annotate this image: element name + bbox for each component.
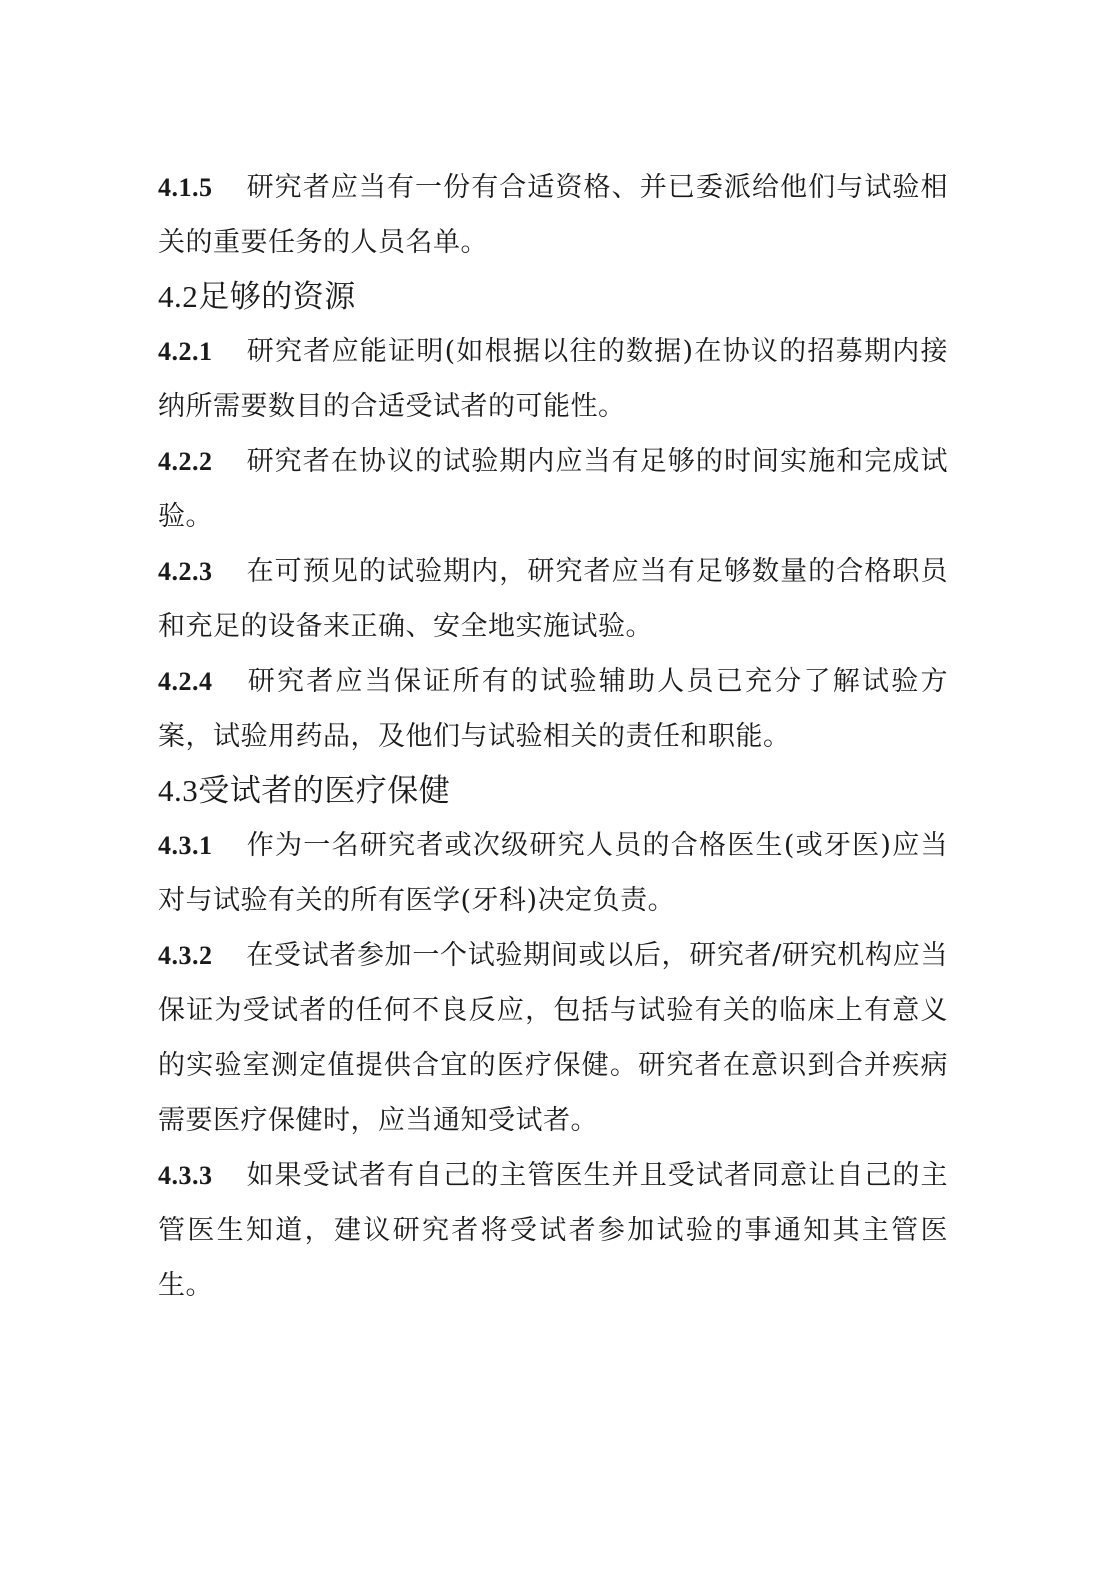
clause-text: 研究者应当有一份有合适资格、并已委派给他们与试验相关的重要任务的人员名单。 (158, 172, 948, 258)
clause-text: 在可预见的试验期内，研究者应当有足够数量的合格职员和充足的设备来正确、安全地实施试验。 (158, 556, 948, 642)
section-title: 足够的资源 (198, 279, 356, 315)
clause-4-1-5 (158, 160, 948, 270)
clause-number: 4.2.1 (158, 337, 213, 366)
clause-number: 4.1.5 (158, 173, 213, 202)
clause-text: 在受试者参加一个试验期间或以后，研究者/研究机构应当保证为受试者的任何不良反应，包括与试验有关的临床上有意义的实验室测定值提供合宜的医疗保健。研究者在意识到合并疾病需要医疗保健时，应当通知受试者。 (158, 940, 948, 1136)
clause-4-2-3 (158, 544, 948, 654)
clause-text: 研究者应当保证所有的试验辅助人员已充分了解试验方案，试验用药品，及他们与试验相关的责任和职能。 (158, 666, 948, 752)
section-number: 4.3 (158, 773, 199, 808)
clause-4-2-2 (158, 434, 948, 544)
clause-4-2-4 (158, 654, 948, 764)
section-title: 受试者的医疗保健 (198, 773, 451, 809)
clause-4-3-2 (158, 928, 948, 1148)
clause-number: 4.2.3 (158, 557, 213, 586)
clause-text: 如果受试者有自己的主管医生并且受试者同意让自己的主管医生知道，建议研究者将受试者参加试验的事通知其主管医生。 (158, 1160, 948, 1301)
clause-number: 4.2.2 (158, 447, 213, 476)
clause-text: 作为一名研究者或次级研究人员的合格医生(或牙医)应当对与试验有关的所有医学(牙科)决定负责。 (158, 830, 948, 916)
clause-text: 研究者应能证明(如根据以往的数据)在协议的招募期内接纳所需要数目的合适受试者的可能性。 (158, 336, 948, 422)
clause-4-3-1 (158, 818, 948, 928)
section-heading-4-3 (158, 764, 948, 818)
clause-number: 4.2.4 (158, 667, 213, 696)
clause-text: 研究者在协议的试验期内应当有足够的时间实施和完成试验。 (158, 446, 948, 532)
clause-number: 4.3.2 (158, 941, 213, 970)
clause-number: 4.3.3 (158, 1161, 213, 1190)
clause-number: 4.3.1 (158, 831, 213, 860)
clause-4-3-3 (158, 1148, 948, 1313)
document-body (158, 160, 948, 1313)
section-heading-4-2 (158, 270, 948, 324)
clause-4-2-1 (158, 324, 948, 434)
section-number: 4.2 (158, 279, 199, 314)
